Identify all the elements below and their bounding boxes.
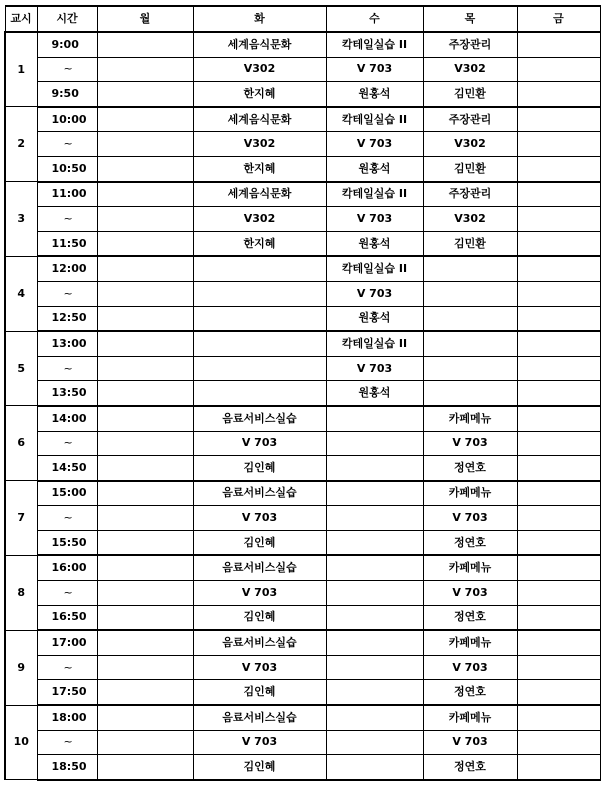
friday-cell [517,306,600,331]
wednesday-cell [326,530,423,555]
timetable-container [4,5,599,781]
time-cell: 10:00 [37,107,97,132]
period-number: 7 [5,481,37,556]
period-number: 4 [5,256,37,331]
thursday-cell: 김민환 [423,156,517,181]
wednesday-cell [326,555,423,580]
thursday-cell: V 703 [423,431,517,456]
thursday-cell [423,306,517,331]
time-cell: 12:00 [37,256,97,281]
table-row [5,581,600,606]
monday-cell [97,107,193,132]
table-row [5,555,600,580]
time-cell: 16:50 [37,605,97,630]
friday-cell [517,481,600,506]
table-row [5,57,600,82]
time-cell: 17:50 [37,680,97,705]
tuesday-cell: 세계음식문화 [193,107,326,132]
wednesday-cell [326,705,423,730]
tuesday-cell [193,331,326,356]
friday-cell [517,182,600,207]
table-row [5,356,600,381]
time-cell: 13:00 [37,331,97,356]
thursday-cell: 카페메뉴 [423,481,517,506]
table-row [5,730,600,755]
table-row [5,630,600,655]
monday-cell [97,481,193,506]
friday-cell [517,605,600,630]
wednesday-cell: 원홍석 [326,306,423,331]
table-row [5,406,600,431]
monday-cell [97,156,193,181]
tuesday-cell: V 703 [193,506,326,531]
monday-cell [97,630,193,655]
time-cell: 16:00 [37,555,97,580]
monday-cell [97,256,193,281]
monday-cell [97,755,193,780]
wednesday-cell: 원홍석 [326,381,423,406]
thursday-cell: V 703 [423,506,517,531]
monday-cell [97,581,193,606]
tuesday-cell: 음료서비스실습 [193,555,326,580]
wednesday-cell [326,630,423,655]
time-cell: 17:00 [37,630,97,655]
friday-cell [517,506,600,531]
header-thursday: 목 [423,6,517,32]
thursday-cell: V 703 [423,655,517,680]
wednesday-cell: V 703 [326,132,423,157]
time-cell: 9:00 [37,32,97,57]
tuesday-cell [193,281,326,306]
time-cell: 9:50 [37,82,97,107]
tuesday-cell [193,306,326,331]
wednesday-cell [326,655,423,680]
tuesday-cell: 김인혜 [193,530,326,555]
monday-cell [97,605,193,630]
table-row [5,530,600,555]
table-row [5,132,600,157]
time-cell: 14:00 [37,406,97,431]
monday-cell [97,306,193,331]
monday-cell [97,182,193,207]
table-row [5,705,600,730]
monday-cell [97,555,193,580]
period-number: 9 [5,630,37,705]
wednesday-cell [326,755,423,780]
monday-cell [97,456,193,481]
wednesday-cell [326,431,423,456]
table-row [5,281,600,306]
table-row [5,82,600,107]
tuesday-cell [193,356,326,381]
period-number: 1 [5,32,37,107]
monday-cell [97,381,193,406]
tuesday-cell: 음료서비스실습 [193,406,326,431]
time-cell: ~ [37,506,97,531]
thursday-cell: 주장관리 [423,32,517,57]
table-row [5,431,600,456]
header-period: 교시 [5,6,37,32]
tuesday-cell: V 703 [193,431,326,456]
monday-cell [97,32,193,57]
thursday-cell: 김민환 [423,82,517,107]
thursday-cell: 카페메뉴 [423,630,517,655]
thursday-cell: 김민환 [423,231,517,256]
table-row [5,156,600,181]
tuesday-cell: 김인혜 [193,680,326,705]
time-cell: 15:00 [37,481,97,506]
monday-cell [97,680,193,705]
friday-cell [517,107,600,132]
period-number: 6 [5,406,37,481]
friday-cell [517,431,600,456]
monday-cell [97,530,193,555]
tuesday-cell: V302 [193,132,326,157]
wednesday-cell [326,506,423,531]
time-cell: ~ [37,581,97,606]
friday-cell [517,630,600,655]
friday-cell [517,256,600,281]
thursday-cell: V 703 [423,730,517,755]
thursday-cell: 정연호 [423,605,517,630]
table-row [5,481,600,506]
period-number: 10 [5,705,37,780]
monday-cell [97,281,193,306]
table-row [5,256,600,281]
monday-cell [97,231,193,256]
tuesday-cell: 음료서비스실습 [193,705,326,730]
monday-cell [97,506,193,531]
friday-cell [517,456,600,481]
wednesday-cell: V 703 [326,281,423,306]
time-cell: 18:00 [37,705,97,730]
thursday-cell: V302 [423,57,517,82]
time-cell: 18:50 [37,755,97,780]
tuesday-cell: 세계음식문화 [193,32,326,57]
period-number: 5 [5,331,37,406]
time-cell: ~ [37,207,97,232]
table-row [5,755,600,780]
time-cell: 10:50 [37,156,97,181]
monday-cell [97,705,193,730]
thursday-cell: 정연호 [423,456,517,481]
wednesday-cell [326,481,423,506]
time-cell: ~ [37,431,97,456]
wednesday-cell [326,456,423,481]
friday-cell [517,730,600,755]
wednesday-cell [326,605,423,630]
thursday-cell [423,356,517,381]
tuesday-cell: 한지혜 [193,82,326,107]
friday-cell [517,57,600,82]
wednesday-cell: 칵테일실습 II [326,331,423,356]
thursday-cell [423,381,517,406]
timetable [4,5,601,781]
wednesday-cell [326,680,423,705]
wednesday-cell [326,730,423,755]
tuesday-cell: 한지혜 [193,231,326,256]
friday-cell [517,381,600,406]
wednesday-cell: 원홍석 [326,82,423,107]
thursday-cell: 카페메뉴 [423,705,517,730]
monday-cell [97,57,193,82]
friday-cell [517,705,600,730]
thursday-cell [423,256,517,281]
monday-cell [97,730,193,755]
friday-cell [517,581,600,606]
friday-cell [517,331,600,356]
table-row [5,182,600,207]
header-monday: 월 [97,6,193,32]
table-row [5,680,600,705]
time-cell: 15:50 [37,530,97,555]
time-cell: 14:50 [37,456,97,481]
wednesday-cell: 원홍석 [326,231,423,256]
time-cell: 11:50 [37,231,97,256]
thursday-cell: V302 [423,207,517,232]
thursday-cell: 주장관리 [423,182,517,207]
time-cell: ~ [37,730,97,755]
period-number: 8 [5,555,37,630]
thursday-cell: V302 [423,132,517,157]
friday-cell [517,755,600,780]
wednesday-cell: V 703 [326,57,423,82]
friday-cell [517,82,600,107]
table-row [5,331,600,356]
period-number: 2 [5,107,37,182]
table-row [5,32,600,57]
time-cell: 12:50 [37,306,97,331]
thursday-cell: V 703 [423,581,517,606]
friday-cell [517,231,600,256]
wednesday-cell [326,581,423,606]
thursday-cell: 정연호 [423,680,517,705]
table-row [5,306,600,331]
wednesday-cell: V 703 [326,356,423,381]
thursday-cell: 카페메뉴 [423,406,517,431]
tuesday-cell [193,381,326,406]
time-cell: ~ [37,281,97,306]
table-row [5,231,600,256]
monday-cell [97,356,193,381]
friday-cell [517,530,600,555]
tuesday-cell: 한지혜 [193,156,326,181]
wednesday-cell: 원홍석 [326,156,423,181]
header-friday: 금 [517,6,600,32]
time-cell: 11:00 [37,182,97,207]
wednesday-cell: 칵테일실습 II [326,32,423,57]
tuesday-cell [193,256,326,281]
friday-cell [517,32,600,57]
tuesday-cell: 세계음식문화 [193,182,326,207]
table-row [5,207,600,232]
thursday-cell [423,281,517,306]
tuesday-cell: 음료서비스실습 [193,481,326,506]
tuesday-cell: V 703 [193,581,326,606]
wednesday-cell: 칵테일실습 II [326,256,423,281]
header-wednesday: 수 [326,6,423,32]
friday-cell [517,356,600,381]
friday-cell [517,207,600,232]
tuesday-cell: V302 [193,57,326,82]
friday-cell [517,281,600,306]
thursday-cell: 정연호 [423,755,517,780]
friday-cell [517,655,600,680]
tuesday-cell: 음료서비스실습 [193,630,326,655]
table-row [5,605,600,630]
time-cell: 13:50 [37,381,97,406]
friday-cell [517,680,600,705]
thursday-cell: 주장관리 [423,107,517,132]
wednesday-cell: 칵테일실습 II [326,182,423,207]
tuesday-cell: V 703 [193,655,326,680]
header-tuesday: 화 [193,6,326,32]
table-row [5,107,600,132]
time-cell: ~ [37,132,97,157]
monday-cell [97,82,193,107]
timetable-body [5,32,600,780]
monday-cell [97,132,193,157]
time-cell: ~ [37,57,97,82]
table-row [5,381,600,406]
thursday-cell: 정연호 [423,530,517,555]
time-cell: ~ [37,655,97,680]
tuesday-cell: V302 [193,207,326,232]
tuesday-cell: 김인혜 [193,605,326,630]
thursday-cell: 카페메뉴 [423,555,517,580]
table-row [5,456,600,481]
period-number: 3 [5,182,37,257]
friday-cell [517,555,600,580]
table-row [5,655,600,680]
monday-cell [97,406,193,431]
friday-cell [517,132,600,157]
wednesday-cell: 칵테일실습 II [326,107,423,132]
monday-cell [97,331,193,356]
tuesday-cell: V 703 [193,730,326,755]
monday-cell [97,431,193,456]
monday-cell [97,655,193,680]
table-row [5,506,600,531]
header-time: 시간 [37,6,97,32]
thursday-cell [423,331,517,356]
friday-cell [517,156,600,181]
time-cell: ~ [37,356,97,381]
friday-cell [517,406,600,431]
wednesday-cell: V 703 [326,207,423,232]
tuesday-cell: 김인혜 [193,755,326,780]
tuesday-cell: 김인혜 [193,456,326,481]
header-row [5,6,600,32]
monday-cell [97,207,193,232]
wednesday-cell [326,406,423,431]
